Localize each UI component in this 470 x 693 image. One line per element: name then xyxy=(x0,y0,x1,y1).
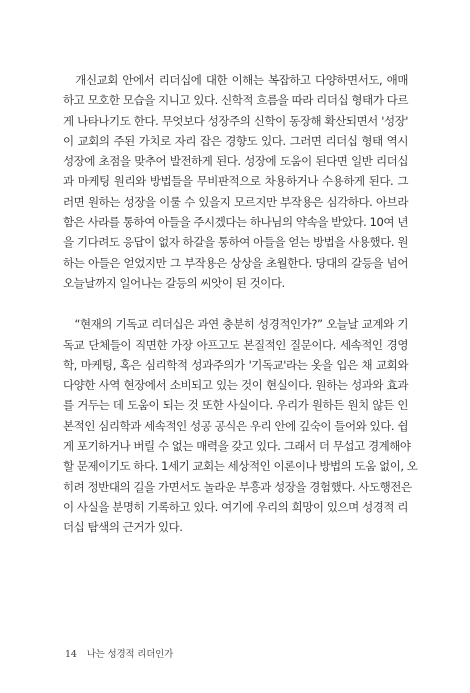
text-line: 이 사실을 분명히 기록하고 있다. 여기에 우리의 희망이 있으며 성경적 리 xyxy=(63,499,408,514)
running-title: 나는 성경적 리더인가 xyxy=(86,649,174,660)
text-line: 함은 사라를 통하여 아들을 주시겠다는 하나님의 약속을 받았다. 10여 년 xyxy=(63,215,408,230)
text-line: 러면 원하는 성장을 이룰 수 있을지 모르지만 부작용은 심각하다. 아브라 xyxy=(63,194,408,209)
text-line: 오늘날까지 일어나는 갈등의 씨앗이 된 것이다. xyxy=(63,275,285,290)
text-line: 더십 탐색의 근거가 있다. xyxy=(63,520,183,535)
text-line: 을 기다려도 응답이 없자 하갈을 통하여 아들을 얻는 방법을 사용했다. 원 xyxy=(63,235,408,250)
text-line: 본적인 심리학과 세속적인 성공 공식은 우리 안에 깊숙이 들어와 있다. 쉽 xyxy=(63,418,408,433)
text-line: “현재의 기독교 리더십은 과연 충분히 성경적인가?” 오늘날 교계와 기 xyxy=(63,317,408,332)
text-line: 개신교회 안에서 리더십에 대한 이해는 복잡하고 다양하면서도, 애매 xyxy=(63,73,408,87)
text-line: 할 문제이기도 하다. 1세기 교회는 세상적인 이론이나 방법의 도움 없이, 오 xyxy=(63,459,418,474)
text-line: 이 교회의 주된 가치로 자리 잡은 경향도 있다. 그러면 리더십 형태 역시 xyxy=(63,133,408,148)
text-line: 하는 아들은 얻었지만 그 부작용은 상상을 초월한다. 당대의 갈등을 넘어 xyxy=(63,255,408,270)
page-number: 14 xyxy=(65,649,77,660)
paragraph-2 xyxy=(63,314,418,537)
text-line: 히려 정반대의 길을 가면서도 놀라운 부흥과 성장을 경험했다. 사도행전은 xyxy=(63,479,412,494)
paragraph-gap xyxy=(63,293,408,314)
page-footer xyxy=(65,646,173,660)
text-line: 하고 모호한 모습을 지니고 있다. 신학적 흐름을 따라 리더십 형태가 다르 xyxy=(63,93,408,108)
body-text xyxy=(63,70,418,538)
text-line: 학, 마케팅, 혹은 심리학적 성과주의가 '기독교'라는 옷을 입은 채 교회와 xyxy=(63,357,408,372)
text-line: 를 거두는 데 도움이 되는 것 또한 사실이다. 우리가 원하든 원치 않든 인 xyxy=(63,398,408,413)
text-line: 독교 단체들이 직면한 가장 아프고도 본질적인 질문이다. 세속적인 경영 xyxy=(63,337,408,352)
text-line: 다양한 사역 현장에서 소비되고 있는 것이 현실이다. 원하는 성과와 효과 xyxy=(63,378,408,393)
text-line: 게 포기하거나 버릴 수 없는 매력을 갖고 있다. 그래서 더 무섭고 경계해야 xyxy=(63,439,411,454)
text-line: 게 나타나기도 한다. 무엇보다 성장주의 신학이 동장해 확산되면서 '성장' xyxy=(63,113,408,128)
text-line: 성장에 초점을 맞추어 발전하게 된다. 성장에 도움이 된다면 일반 리더십 xyxy=(63,154,408,169)
paragraph-1 xyxy=(63,70,408,293)
text-line: 과 마케팅 원리와 방법들을 무비판적으로 차용하거나 수용하게 된다. 그 xyxy=(63,174,408,189)
